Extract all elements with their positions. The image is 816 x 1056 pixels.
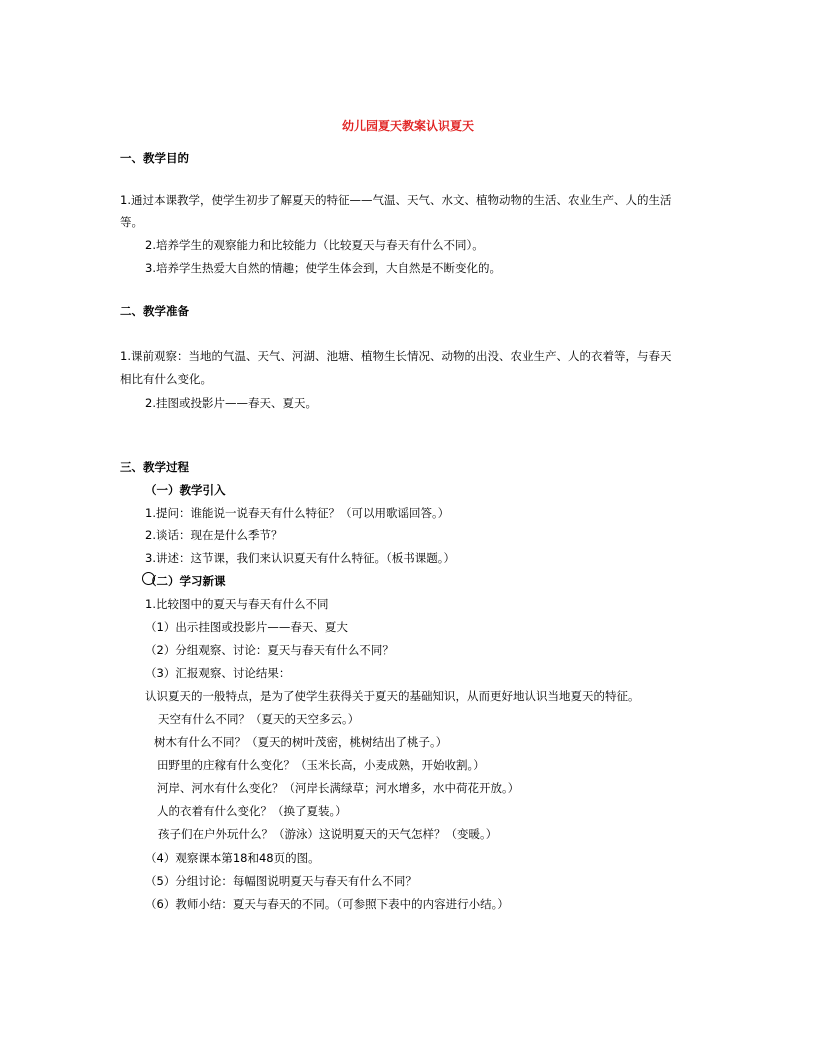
question-item: 树木有什么不同？（夏天的树叶茂密，桃树结出了桃子。） [154, 735, 448, 749]
document-title: 幼儿园夏天教案认识夏天 [341, 119, 474, 133]
paragraph: 1.比较图中的夏天与春天有什么不同 [145, 597, 329, 611]
paragraph: 2.谈话：现在是什么季节？ [145, 528, 283, 542]
paragraph: 3.讲述：这节课，我们来认识夏天有什么特征。（板书课题。） [145, 551, 455, 565]
paragraph: 1.提问：谁能说一说春天有什么特征？（可以用歌谣回答。） [145, 506, 450, 520]
paragraph: （2）分组观察、讨论：夏天与春天有什么不同？ [145, 643, 394, 657]
paragraph: （4）观察课本第18和48页的图。 [145, 851, 320, 865]
paragraph: 1.通过本课教学，使学生初步了解夏天的特征——气温、天气、水文、植物动物的生活、农业生产、人的生活 [120, 193, 672, 207]
paragraph: 1.课前观察：当地的气温、天气、河湖、池塘、植物生长情况、动物的出没、农业生产、人的衣着等，与春天 [120, 349, 672, 363]
paragraph: 等。 [120, 215, 143, 229]
paragraph: 相比有什么变化。 [120, 372, 212, 386]
question-item: 天空有什么不同？（夏天的天空多云。） [158, 712, 360, 726]
paragraph: 3.培养学生热爱大自然的情趣；使学生体会到，大自然是不断变化的。 [145, 261, 501, 275]
subheading-new-lesson: （二）学习新课 [145, 574, 226, 588]
section-heading-goals: 一、教学目的 [120, 151, 189, 165]
question-item: 人的衣着有什么变化？（换了夏装。） [157, 804, 347, 818]
subheading-intro: （一）教学引入 [145, 483, 226, 497]
question-item: 孩子们在户外玩什么？（游泳）这说明夏天的天气怎样？（变暖。） [158, 827, 498, 841]
paragraph: 认识夏天的一般特点，是为了使学生获得关于夏天的基础知识，从而更好地认识当地夏天的特征。 [145, 689, 640, 703]
section-heading-process: 三、教学过程 [120, 460, 189, 474]
paragraph: 2.培养学生的观察能力和比较能力（比较夏天与春天有什么不同）。 [145, 238, 484, 252]
paragraph: 2.挂图或投影片——春天、夏天。 [145, 396, 317, 410]
paragraph: （1）出示挂图或投影片——春天、夏大 [145, 620, 348, 634]
paragraph: （3）汇报观察、讨论结果： [145, 666, 291, 680]
paragraph: （5）分组讨论：每幅图说明夏天与春天有什么不同？ [145, 874, 417, 888]
paragraph: （6）教师小结：夏天与春天的不同。（可参照下表中的内容进行小结。） [145, 897, 509, 911]
question-item: 河岸、河水有什么变化？（河岸长满绿草；河水增多，水中荷花开放。） [157, 781, 520, 795]
section-heading-preparation: 二、教学准备 [120, 304, 189, 318]
question-item: 田野里的庄稼有什么变化？（玉米长高，小麦成熟，开始收割。） [157, 758, 485, 772]
